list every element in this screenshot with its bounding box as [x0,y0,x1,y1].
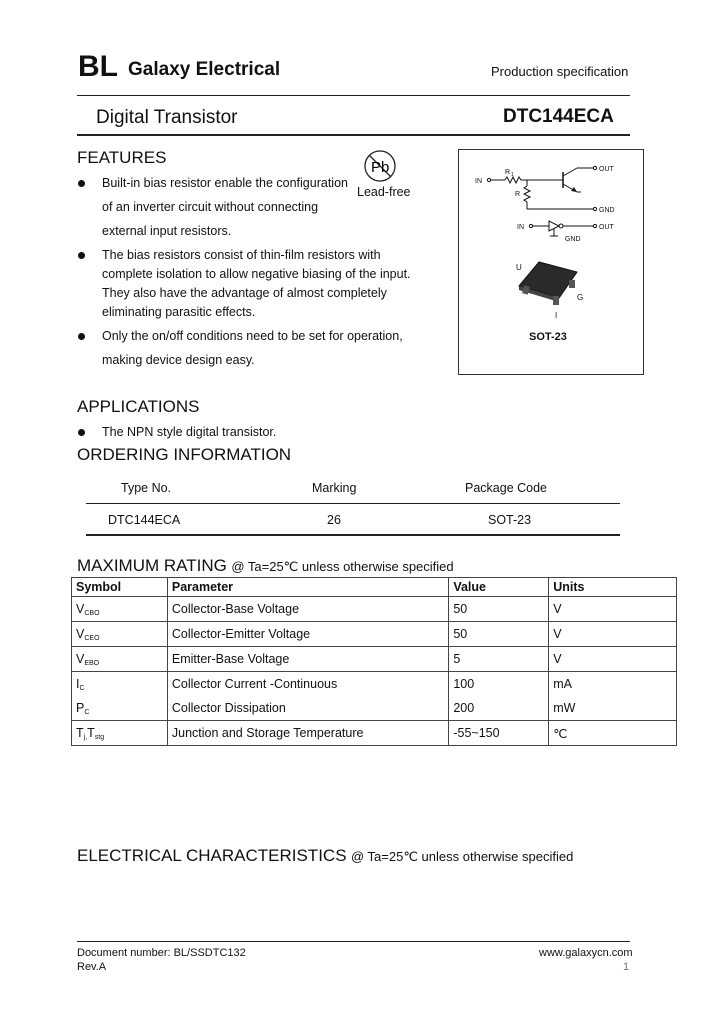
feature-line: The bias resistors consist of thin-film resistors with [102,248,381,262]
symbol: I [76,676,80,691]
feature-line: eliminating parasitic effects. [102,305,256,319]
value-cell: 200 [449,696,549,721]
unit-cell: ℃ [549,721,677,746]
package-figure [458,149,644,375]
ordering-col-package: Package Code [465,481,548,495]
symbol-sub: stg [94,733,105,741]
ordering-cell: 26 [327,513,341,527]
feature-line: external input resistors. [102,224,232,238]
footer-divider [77,941,630,942]
parameter-cell: Collector Dissipation [167,696,448,721]
r1-label: R [505,169,511,176]
applications-heading: APPLICATIONS [77,397,200,416]
package-label: SOT-23 [529,331,567,343]
feature-line: making device design easy. [102,353,255,367]
out-label: OUT [599,166,614,173]
electrical-title [77,846,573,866]
gnd-label: GND [565,236,581,243]
website-link[interactable]: www.galaxycn.com [539,947,633,959]
parameter-cell: Collector Current -Continuous [167,672,448,697]
table-row [72,647,677,672]
table-row [72,597,677,622]
bullet-icon [78,252,85,259]
r2-label: R [515,191,521,198]
unit-cell: mW [549,696,677,721]
ordering-cell: DTC144ECA [108,513,181,527]
max-rating-heading: MAXIMUM RATING [77,556,227,575]
table-row [72,721,677,746]
symbol-cell [72,721,168,746]
symbol-cell [72,647,168,672]
ordering-heading: ORDERING INFORMATION [77,445,292,464]
page-number: 1 [623,961,630,973]
pin-g-label: G [577,293,584,302]
max-rating-condition: @ Ta=25℃ unless otherwise specified [231,559,454,574]
symbol-sub: C [79,684,85,692]
ordering-cell: SOT-23 [488,513,532,527]
company-logo: BL [78,50,118,83]
company-name: Galaxy Electrical [128,59,281,80]
feature-line: They also have the advantage of almost completely [102,286,387,300]
symbol: T [76,725,84,740]
value-cell: 50 [449,622,549,647]
r1-subscript: 1 [511,172,514,178]
table-row [72,672,677,697]
electrical-heading: ELECTRICAL CHARACTERISTICS [77,846,347,865]
parameter-cell: Junction and Storage Temperature [167,721,448,746]
gnd-label: GND [599,207,615,214]
electrical-condition: @ Ta=25℃ unless otherwise specified [350,849,574,864]
pin-i-label: I [555,311,558,320]
value-cell: 100 [449,672,549,697]
in-label: IN [517,224,524,231]
ordering-divider [86,503,620,504]
symbol-cell [72,597,168,622]
symbol: V [76,601,85,616]
lead-free-icon [360,148,400,184]
symbol: P [76,700,85,715]
feature-line: complete isolation to allow negative biasing of the input. [102,267,411,281]
unit-cell: V [549,597,677,622]
document-number: Document number: BL/SSDTC132 [77,947,246,959]
symbol-cell [72,672,168,697]
parameter-cell: Collector-Base Voltage [167,597,448,622]
pb-symbol: Pb [371,159,390,176]
pin-u-label: U [516,263,522,272]
lead-free-label: Lead-free [357,185,411,199]
unit-cell: mA [549,672,677,697]
application-text: The NPN style digital transistor. [102,425,277,439]
symbol-sub: EBO [84,659,100,667]
col-value: Value [449,578,549,597]
bullet-icon [78,333,85,340]
col-units: Units [549,578,677,597]
feature-line: Built-in bias resistor enable the configuration [102,176,348,190]
bullet-icon [78,429,85,436]
value-cell: -55~150 [449,721,549,746]
ordering-bottom-rule [86,534,620,536]
ordering-col-type: Type No. [121,481,172,495]
table-row [72,696,677,721]
table-row [72,622,677,647]
symbol-cell [72,696,168,721]
symbol-sub: CEO [84,634,100,642]
bullet-icon [78,180,85,187]
max-rating-title [77,556,454,576]
feature-line: of an inverter circuit without connecting [102,200,319,214]
out-label: OUT [599,224,614,231]
circuit-schematic [459,150,643,374]
header-divider [77,95,630,96]
table-header-row [72,578,677,597]
parameter-cell: Collector-Emitter Voltage [167,622,448,647]
ordering-col-marking: Marking [312,481,357,495]
value-cell: 50 [449,597,549,622]
revision: Rev.A [77,961,107,973]
title-divider [77,134,630,136]
unit-cell: V [549,622,677,647]
symbol: V [76,651,85,666]
part-number: DTC144ECA [503,106,614,127]
max-rating-table [71,577,677,746]
symbol-sub: C [84,708,90,716]
symbol-sub: CBO [84,609,100,617]
col-symbol: Symbol [72,578,168,597]
document-type: Production specification [491,64,629,79]
symbol: T [87,725,95,740]
col-parameter: Parameter [167,578,448,597]
value-cell: 5 [449,647,549,672]
features-heading: FEATURES [77,148,167,167]
symbol-sub: j, [83,733,88,741]
product-family: Digital Transistor [96,107,238,128]
feature-line: Only the on/off conditions need to be set for operation, [102,329,403,343]
symbol: V [76,626,85,641]
unit-cell: V [549,647,677,672]
parameter-cell: Emitter-Base Voltage [167,647,448,672]
in-label: IN [475,178,482,185]
symbol-cell [72,622,168,647]
